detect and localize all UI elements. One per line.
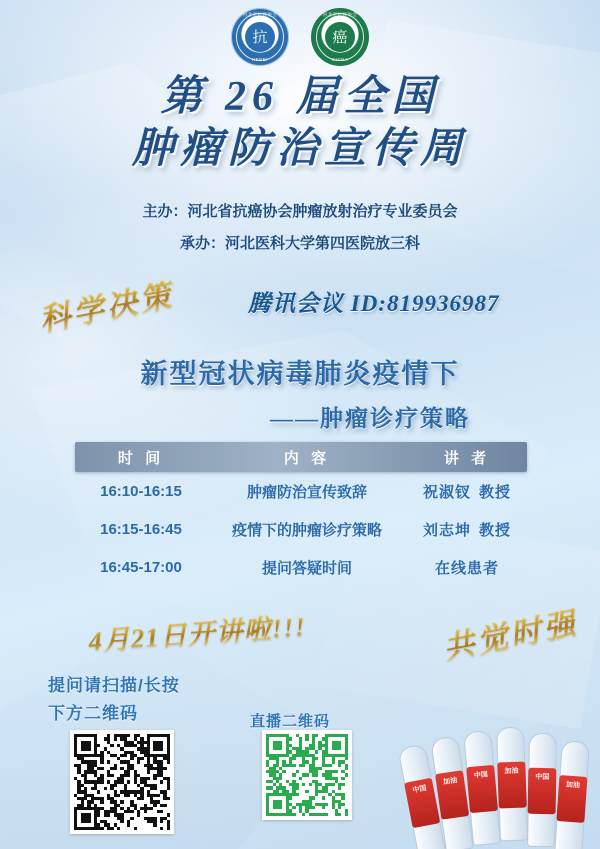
hebei-cancer-hospital-logo [311,8,369,66]
agenda-topic: 提问答疑时间 [261,559,352,577]
meeting-id: 腾讯会议 ID:819936987 [248,291,500,316]
table-row [75,472,527,510]
hand-2 [527,733,557,847]
qr-cells [266,734,348,816]
logo-top-text: 河北省抗癌协会 [242,12,278,17]
live-qr-label: 直播二维码 [250,713,331,730]
hand-banner-3: 加油 [497,762,527,809]
agenda-time: 16:10-16:15 [100,482,182,500]
page-title [0,72,600,176]
table-row [75,548,527,586]
slogan-left: 科学决策 [35,269,177,339]
agenda-speaker-title: 教授 [479,521,512,539]
agenda-speaker [407,481,527,502]
qr-instruction [48,672,180,728]
agenda-header-topic: 内 容 [283,449,331,467]
slogan-right: 共觉时强 [439,597,581,667]
agenda-speaker-name: 刘志坤 [422,521,471,539]
hand-banner-1: 加油 [556,775,587,823]
hand-banner-4: 中国 [466,765,498,813]
co-organizer-text: 承办：河北医科大学第四医院放三科 [179,235,420,252]
logo-center-glyph: 癌 [325,22,355,52]
qr-cells [74,734,170,830]
logo-top-text: 河北省抗癌协会 [322,12,358,17]
table-row [75,510,527,548]
logo-row [0,8,600,66]
title-line-2: 肿瘤防治宣传周 [131,126,468,172]
date-announcement: 4月21日开讲啦!!! [87,604,307,658]
agenda-speaker-title: 教授 [479,483,512,501]
hand-1 [554,740,590,849]
agenda-speaker [407,519,527,540]
hand-banner-2: 中国 [528,768,557,814]
hand-banner-6: 中国 [404,778,440,828]
live-stream-qr-code[interactable] [262,730,352,820]
hebei-anticancer-association-logo [231,8,289,66]
agenda-header-row [75,442,527,472]
agenda-header-time: 时 间 [117,449,165,467]
logo-center-glyph: 抗 [245,22,275,52]
agenda-speaker-name: 在线患者 [434,559,499,577]
agenda-time: 16:45-17:00 [100,558,182,576]
qr-instruction-line-1: 提问请扫描/长按 [48,676,180,695]
question-qr-code[interactable] [70,730,174,834]
agenda-topic: 肿瘤防治宣传致辞 [246,483,367,501]
agenda-time: 16:15-16:45 [100,520,182,538]
qr-instruction-line-2: 下方二维码 [48,704,138,723]
logo-bottom-text: HEBEI [251,57,268,62]
agenda-speaker-name: 祝淑钗 [422,483,471,501]
logo-bottom-text: CHINA [331,57,349,62]
cheering-hands-illustration [380,729,600,849]
agenda-header-speaker: 讲 者 [443,449,491,467]
title-line-1: 第 26 届全国 [160,74,440,120]
hand-3 [496,727,528,842]
agenda-table [75,442,527,586]
subject-line-1: 新型冠状病毒肺炎疫情下 [140,359,460,389]
hand-banner-5: 加油 [435,770,469,819]
agenda-topic: 疫情下的肿瘤诊疗策略 [231,521,382,539]
subject-line-2: ——肿瘤诊疗策略 [270,406,470,431]
agenda-speaker [407,557,527,578]
organizer-text: 主办：河北省抗癌协会肿瘤放射治疗专业委员会 [142,203,458,220]
